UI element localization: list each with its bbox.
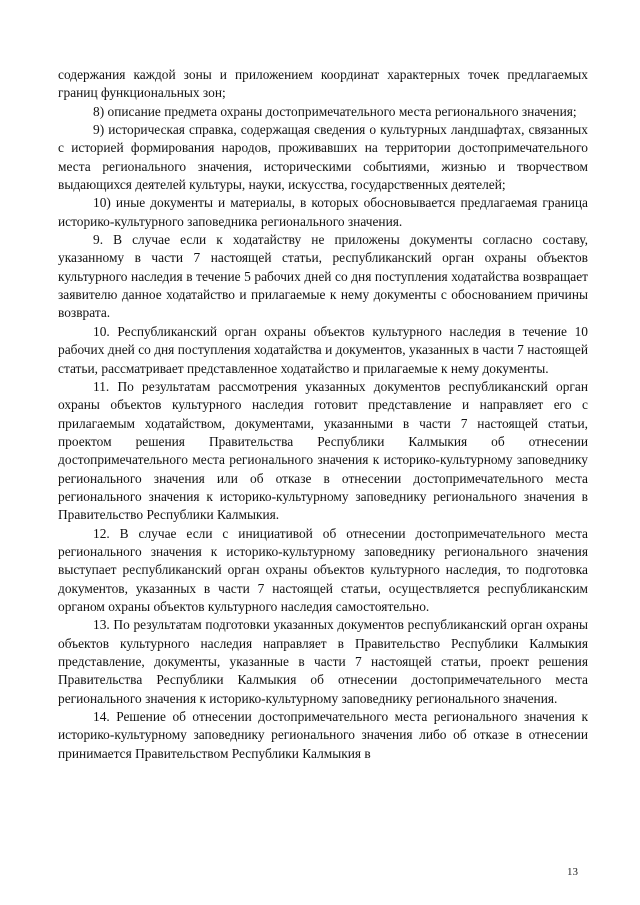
paragraph-item-8: 8) описание предмета охраны достопримечательного места регионального значения; (93, 103, 577, 119)
document-page (58, 66, 588, 763)
paragraph-item-10: 10) иные документы и материалы, в которых обосновывается предлагаемая граница историко-культурного заповедника регионального значения. (58, 195, 588, 229)
paragraph-section-14: 14. Решение об отнесении достопримечательного места регионального значения к историко-культурному заповеднику регионального значения либо об отказе в отнесении принимается Правительством Республики Калмыкия в (58, 709, 588, 761)
paragraph-section-13: 13. По результатам подготовки указанных документов республиканский орган охраны объектов культурного наследия направляет в Правительство Республики Калмыкия представление, документы, указанные в части 7 настоящей статьи, проект решения Правительства Республики Калмыкия об отнесении достопримечательного места регионального значения к историко-культурному заповеднику регионального значения. (58, 617, 588, 706)
paragraph-section-11: 11. По результатам рассмотрения указанных документов республиканский орган охраны объектов культурного наследия готовит представление и направляет его с прилагаемым ходатайством, документами, указанными в части 7 настоящей статьи, проектом решения Правительства Республики Калмыкия об отнесении достопримечательного места регионального значения к историко-культурному заповеднику регионального значения или об отказе в отнесении достопримечательного места регионального значения к историко-культурному заповеднику регионального значения в Правительство Республики Калмыкия. (58, 378, 588, 523)
page-number: 13 (567, 866, 578, 878)
paragraph-section-12: 12. В случае если с инициативой об отнесении достопримечательного места регионального значения к историко-культурному заповеднику регионального значения выступает республиканский орган охраны объектов культурного наследия, то подготовка документов, указанных в части 7 настоящей статьи, осуществляется республиканским органом охраны объектов культурного наследия самостоятельно. (58, 525, 588, 614)
paragraph-continuation: содержания каждой зоны и приложением координат характерных точек предлагаемых границ функциональных зон; (58, 67, 588, 101)
paragraph-section-9: 9. В случае если к ходатайству не приложены документы согласно составу, указанному в части 7 настоящей статьи, республиканский орган охраны объектов культурного наследия в течение 5 рабочих дней со дня поступления ходатайства возвращает заявителю данное ходатайство и прилагаемые к нему документы с обоснованием причины возврата. (58, 232, 588, 321)
paragraph-item-9: 9) историческая справка, содержащая сведения о культурных ландшафтах, связанных с историей формирования народов, проживавших на территории достопримечательного места регионального значения, историческими событиями, жизнью и творчеством выдающихся деятелей культуры, науки, искусства, государственных деятелей; (58, 122, 588, 193)
paragraph-section-10: 10. Республиканский орган охраны объектов культурного наследия в течение 10 рабочих дней со дня поступления ходатайства и документов, указанных в части 7 настоящей статьи, рассматривает представленное ходатайство и прилагаемые к нему документы. (58, 323, 588, 376)
